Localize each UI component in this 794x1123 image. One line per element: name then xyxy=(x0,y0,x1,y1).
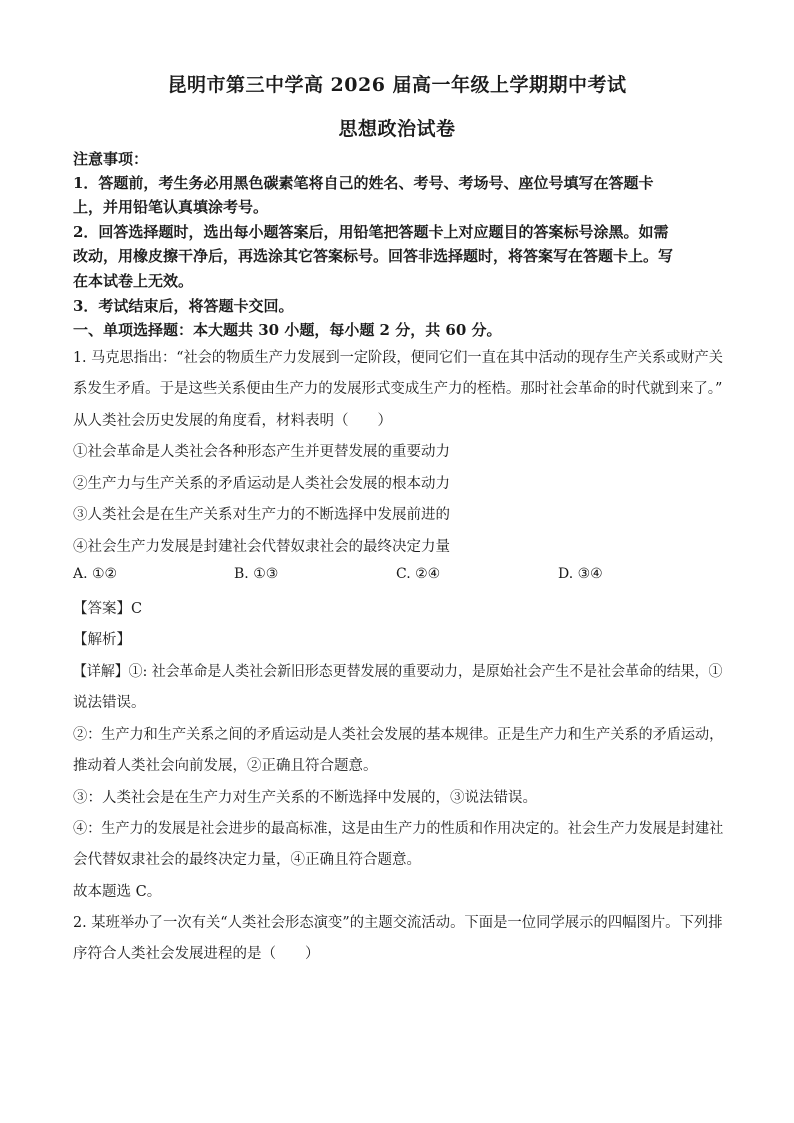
notes-line: 2．回答选择题时，选出每小题答案后，用铅笔把答题卡上对应题目的答案标号涂黑。如需 xyxy=(73,223,669,241)
q1-analysis-line: 会代替奴隶社会的最终决定力量，④正确且符合题意。 xyxy=(73,852,421,868)
q1-answer: 【答案】C xyxy=(73,601,143,617)
q1-analysis-line: 【详解】①: 社会革命是人类社会新旧形态更替发展的重要动力，是原始社会产生不是社会革命的结果，① xyxy=(73,664,723,680)
q2-stem-line: 序符合人类社会发展进程的是（ ） xyxy=(73,946,320,962)
q1-analysis-line: 故本题选 C。 xyxy=(73,884,162,900)
section-heading: 一、单项选择题：本大题共 30 小题，每小题 2 分，共 60 分。 xyxy=(73,321,502,339)
q1-option-c: C. ②④ xyxy=(396,566,441,582)
notes-line: 改动，用橡皮擦干净后，再选涂其它答案标号。回答非选择题时，将答案写在答题卡上。写 xyxy=(73,247,674,265)
q2-stem-line: 2. 某班举办了一次有关“人类社会形态演变”的主题交流活动。下面是一位同学展示的四幅图片。下列排 xyxy=(73,915,723,931)
q1-option-d: D. ③④ xyxy=(558,566,603,582)
q1-statement: ①社会革命是人类社会各种形态产生并更替发展的重要动力 xyxy=(73,444,450,460)
q1-stem-line: 系发生矛盾。于是这些关系便由生产力的发展形式变成生产力的桎梏。那时社会革命的时代就到来了。” xyxy=(73,381,723,397)
notes-line: 3．考试结束后，将答题卡交回。 xyxy=(73,297,294,315)
notes-line: 在本试卷上无效。 xyxy=(73,272,194,290)
notes-line: 上，并用铅笔认真填涂考号。 xyxy=(73,198,269,216)
notes-line: 1．答题前，考生务必用黑色碳素笔将自己的姓名、考号、考场号、座位号填写在答题卡 xyxy=(73,174,654,192)
q1-analysis-line: 说法错误。 xyxy=(73,695,146,711)
exam-subject: 思想政治试卷 xyxy=(338,118,456,140)
q1-statement: ②生产力与生产关系的矛盾运动是人类社会发展的根本动力 xyxy=(73,476,450,492)
q1-option-b: B. ①③ xyxy=(234,566,279,582)
q1-analysis-line: ②：生产力和生产关系之间的矛盾运动是人类社会发展的基本规律。正是生产力和生产关系的矛盾运动， xyxy=(73,727,724,743)
q1-stem-line: 1. 马克思指出：“社会的物质生产力发展到一定阶段，便同它们一直在其中活动的现存生产关系或财产关 xyxy=(73,350,723,366)
q1-statement: ④社会生产力发展是封建社会代替奴隶社会的最终决定力量 xyxy=(73,539,450,555)
exam-title: 昆明市第三中学高 2026 届高一年级上学期期中考试 xyxy=(167,74,627,96)
q1-option-a: A. ①② xyxy=(73,566,118,582)
q1-statement: ③人类社会是在生产关系对生产力的不断选择中发展前进的 xyxy=(73,507,450,523)
q1-analysis-line: ④：生产力的发展是社会进步的最高标准，这是由生产力的性质和作用决定的。社会生产力发展是封建社 xyxy=(73,821,724,837)
q1-analysis-label: 【解析】 xyxy=(73,632,131,648)
q1-analysis-line: 推动着人类社会向前发展，②正确且符合题意。 xyxy=(73,758,378,774)
q1-stem-line: 从人类社会历史发展的角度看，材料表明（ ） xyxy=(73,413,392,429)
notes-heading: 注意事项： xyxy=(73,150,149,168)
q1-analysis-line: ③：人类社会是在生产力对生产关系的不断选择中发展的，③说法错误。 xyxy=(73,790,537,806)
